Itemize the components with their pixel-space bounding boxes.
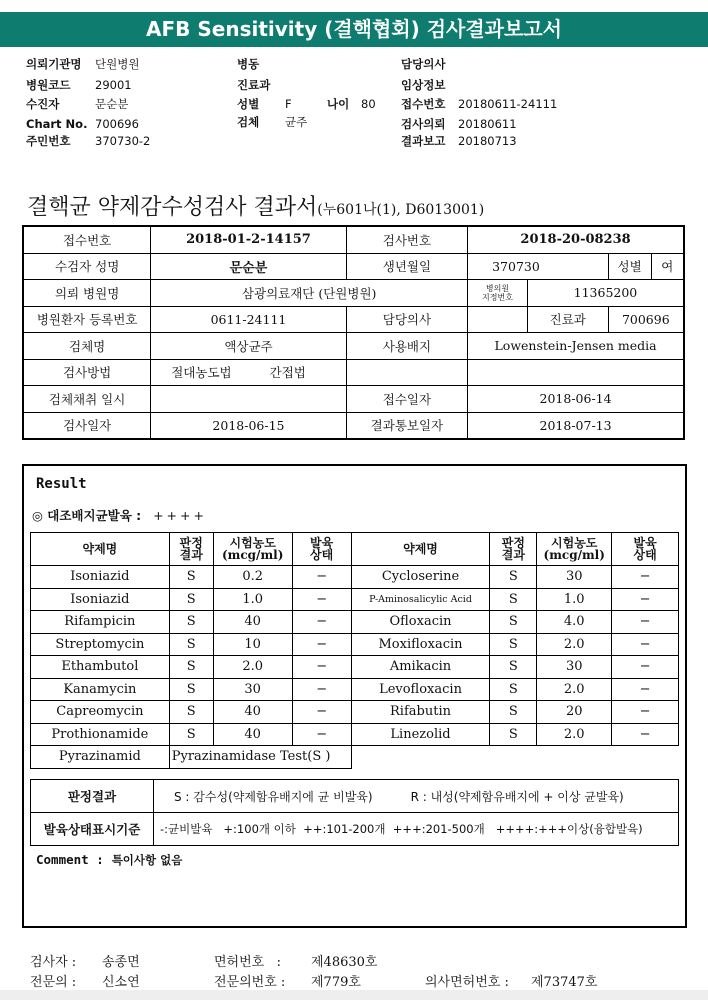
legend-growth-label: 발육상태표시기준 (31, 813, 154, 846)
control-growth (32, 506, 207, 524)
drug-name: Isoniazid (31, 588, 170, 611)
header-value: 균주 (285, 115, 308, 129)
table-row (31, 588, 679, 611)
designated-label-line: 병의원 (485, 283, 510, 293)
empty-cell (346, 359, 467, 386)
drug-name: Isoniazid (31, 566, 170, 589)
info-label: 사용배지 (346, 333, 467, 360)
test-method (151, 359, 346, 386)
table-row (31, 678, 679, 701)
test-concentration: 20 (537, 701, 612, 724)
header-value: 문순분 (95, 97, 129, 111)
license-label: 면허번호 : (214, 955, 282, 970)
growth-status: − (292, 723, 351, 746)
drug-name: Capreomycin (31, 701, 170, 724)
test-number: 2018-20-08238 (468, 226, 684, 253)
patient-sex: 여 (661, 258, 674, 274)
specialist-number: 제779호 (311, 975, 361, 990)
header-value: 20180611-24111 (458, 97, 558, 111)
test-method-2: 간접법 (269, 365, 306, 381)
drug-susceptibility-table (30, 532, 679, 769)
reception-number: 2018-01-2-14157 (151, 226, 346, 253)
drug-name: Levofloxacin (351, 678, 490, 701)
info-label: 결과통보일자 (346, 412, 467, 439)
tester-label: 검사자 : (30, 955, 77, 970)
judge-result: S (490, 678, 537, 701)
info-label: 검체명 (23, 333, 151, 360)
patient-info-table (22, 225, 685, 440)
info-label: 접수일자 (346, 386, 467, 413)
department: 700696 (608, 306, 684, 333)
col-header-conc (213, 533, 292, 566)
specimen-name: 액상균주 (151, 333, 346, 360)
doctor-name (468, 306, 528, 333)
growth-status: − (292, 566, 351, 589)
header-label: 의뢰기관명 (26, 57, 82, 71)
drug-name: Ethambutol (31, 656, 170, 679)
result-section (22, 464, 687, 928)
header-line: 상태 (633, 548, 657, 562)
culture-media: Lowenstein-Jensen media (468, 333, 684, 360)
growth-status: − (612, 723, 679, 746)
report-banner-title: AFB Sensitivity (결핵협회) 검사결과보고서 (0, 12, 708, 47)
header-line: (mcg/ml) (221, 548, 284, 562)
drug-name: P-Aminosalicylic Acid (351, 588, 490, 611)
header-label: 검사의뢰 (401, 117, 446, 131)
test-concentration: 40 (213, 611, 292, 634)
judge-result: S (490, 656, 537, 679)
header-line: 결과 (179, 548, 203, 562)
judge-result: S (490, 633, 537, 656)
test-concentration: 2.0 (537, 633, 612, 656)
col-header-judge (490, 533, 537, 566)
judge-result: S (169, 566, 213, 589)
specialist-number-label: 전문의번호 : (214, 975, 286, 990)
test-concentration: 2.0 (213, 656, 292, 679)
page-bottom-bar (0, 990, 708, 1000)
sex-cell (608, 253, 684, 280)
header-label: 접수번호 (401, 97, 446, 111)
collection-datetime (151, 386, 346, 413)
specialist-label: 전문의 : (30, 975, 77, 990)
growth-status: − (292, 633, 351, 656)
growth-status: − (612, 701, 679, 724)
header-line: (mcg/ml) (543, 548, 605, 562)
test-concentration: 10 (213, 633, 292, 656)
drug-name: Moxifloxacin (351, 633, 490, 656)
legend-table (30, 779, 679, 846)
legend-judge-r: R : 내성(약제함유배지에 + 이상 균발육) (410, 789, 624, 804)
growth-status: − (612, 656, 679, 679)
pza-test-result: Pyrazinamidase Test(S ) (169, 746, 351, 769)
legend-growth-text: -:균비발육 +:100개 이하 ++:101-200개 +++:201-500개 ++++:+++이상(융합발육) (154, 813, 679, 846)
drug-name: Amikacin (351, 656, 490, 679)
table-row (31, 746, 679, 769)
col-header-drug: 약제명 (31, 533, 170, 566)
judge-result: S (490, 588, 537, 611)
growth-status: − (612, 566, 679, 589)
legend-judge-label: 판정결과 (31, 780, 154, 813)
test-concentration: 40 (213, 723, 292, 746)
drug-name: Prothionamide (31, 723, 170, 746)
judge-result: S (490, 701, 537, 724)
col-header-growth (612, 533, 679, 566)
control-growth-value: ++++ (153, 508, 207, 523)
header-label: 성별 (237, 97, 260, 111)
header-label: 주민번호 (26, 134, 71, 148)
test-concentration: 2.0 (537, 723, 612, 746)
header-line: 판정 (179, 536, 203, 550)
test-concentration: 30 (213, 678, 292, 701)
table-row (31, 723, 679, 746)
judge-result: S (169, 588, 213, 611)
judge-result: S (169, 701, 213, 724)
judge-result: S (490, 566, 537, 589)
header-line: 발육 (633, 536, 657, 550)
receive-date: 2018-06-14 (468, 386, 684, 413)
judge-result: S (169, 723, 213, 746)
table-row (31, 656, 679, 679)
header-line: 판정 (501, 536, 525, 550)
notification-date: 2018-07-13 (468, 412, 684, 439)
header-label: 수진자 (26, 97, 60, 111)
test-concentration: 30 (537, 566, 612, 589)
registration-number: 0611-24111 (151, 306, 346, 333)
test-concentration: 0.2 (213, 566, 292, 589)
info-label: 검사방법 (23, 359, 151, 386)
growth-status: − (292, 611, 351, 634)
header-line: 상태 (310, 548, 334, 562)
drug-name: Rifabutin (351, 701, 490, 724)
hospital-name: 삼광의료재단 (단원병원) (151, 280, 468, 307)
table-row (31, 566, 679, 589)
growth-status: − (292, 701, 351, 724)
empty-cell (351, 746, 678, 769)
drug-name: Ofloxacin (351, 611, 490, 634)
info-label: 접수번호 (23, 226, 151, 253)
drug-name: Streptomycin (31, 633, 170, 656)
test-method-1: 절대농도법 (171, 365, 232, 381)
empty-cell (468, 359, 684, 386)
growth-status: − (292, 656, 351, 679)
info-label: 생년월일 (346, 253, 467, 280)
col-header-judge (169, 533, 213, 566)
test-concentration: 1.0 (537, 588, 612, 611)
header-label: 담당의사 (401, 57, 446, 71)
col-header-growth (292, 533, 351, 566)
test-concentration: 1.0 (213, 588, 292, 611)
specialist-name: 신소연 (102, 975, 140, 990)
designated-label (468, 280, 528, 307)
header-row (26, 57, 82, 71)
info-label: 의뢰 병원명 (23, 280, 151, 307)
info-label: 병원환자 등록번호 (23, 306, 151, 333)
test-concentration: 40 (213, 701, 292, 724)
judge-result: S (169, 656, 213, 679)
drug-name: Kanamycin (31, 678, 170, 701)
document-title-code: (누601나(1), D6013001) (317, 202, 485, 218)
header-label: 병원코드 (26, 78, 71, 92)
header-value: 80 (361, 97, 376, 111)
table-row (31, 701, 679, 724)
control-growth-label: ◎ 대조배지균발육 : (32, 508, 142, 523)
growth-status: − (612, 633, 679, 656)
info-label: 수검자 성명 (23, 253, 151, 280)
col-header-conc (537, 533, 612, 566)
license-number: 제48630호 (311, 955, 378, 970)
patient-name: 문순분 (151, 253, 346, 280)
comment-text: 특이사항 없음 (111, 853, 183, 867)
drug-name: Pyrazinamid (31, 746, 170, 769)
col-header-drug: 약제명 (351, 533, 490, 566)
header-value: 단원병원 (95, 57, 140, 71)
growth-status: − (292, 678, 351, 701)
info-label: 담당의사 (346, 306, 467, 333)
info-label: 검사번호 (346, 226, 467, 253)
info-label: 검사일자 (23, 412, 151, 439)
judge-result: S (169, 678, 213, 701)
doctor-license-number: 제73747호 (531, 975, 598, 990)
header-value: 20180713 (458, 134, 517, 148)
designated-number: 11365200 (527, 280, 684, 307)
header-line: 결과 (501, 548, 525, 562)
header-label: 검체 (237, 115, 260, 129)
designated-label-line: 지정번호 (482, 292, 513, 302)
header-label: 병동 (237, 57, 260, 71)
header-label: 결과보고 (401, 134, 446, 148)
header-value: 700696 (95, 117, 139, 131)
legend-judge-text (154, 780, 679, 813)
header-value: 29001 (95, 78, 132, 92)
judge-result: S (169, 611, 213, 634)
birth-date: 370730 (468, 253, 609, 280)
growth-status: − (612, 588, 679, 611)
growth-status: − (612, 611, 679, 634)
header-value: 370730-2 (95, 134, 151, 148)
header-value: 20180611 (458, 117, 517, 131)
judge-result: S (490, 611, 537, 634)
header-label: 진료과 (237, 78, 271, 92)
header-label: 임상정보 (401, 78, 446, 92)
tester-name: 송종면 (102, 955, 140, 970)
result-title: Result (36, 476, 87, 492)
test-concentration: 4.0 (537, 611, 612, 634)
drug-name: Rifampicin (31, 611, 170, 634)
header-line: 시험농도 (229, 536, 276, 550)
table-row (31, 611, 679, 634)
header-line: 시험농도 (551, 536, 598, 550)
doctor-license-label: 의사면허번호 : (425, 975, 509, 990)
header-label: Chart No. (26, 117, 88, 131)
judge-result: S (169, 633, 213, 656)
document-title (27, 190, 484, 221)
comment-label: Comment : (36, 852, 104, 867)
judge-result: S (490, 723, 537, 746)
growth-status: − (612, 678, 679, 701)
info-label: 성별 (609, 254, 652, 280)
test-concentration: 30 (537, 656, 612, 679)
table-row (31, 633, 679, 656)
document-title-main: 결핵균 약제감수성검사 결과서 (27, 195, 318, 220)
header-value: F (285, 97, 292, 111)
test-date: 2018-06-15 (151, 412, 346, 439)
comment (36, 852, 182, 868)
drug-name: Cycloserine (351, 566, 490, 589)
header-label: 나이 (327, 97, 350, 111)
header-line: 발육 (310, 536, 334, 550)
info-label: 진료과 (527, 306, 608, 333)
legend-judge-s: S : 감수성(약제함유배지에 균 비발육) (174, 789, 373, 804)
growth-status: − (292, 588, 351, 611)
test-concentration: 2.0 (537, 678, 612, 701)
info-label: 검체채취 일시 (23, 386, 151, 413)
drug-name: Linezolid (351, 723, 490, 746)
